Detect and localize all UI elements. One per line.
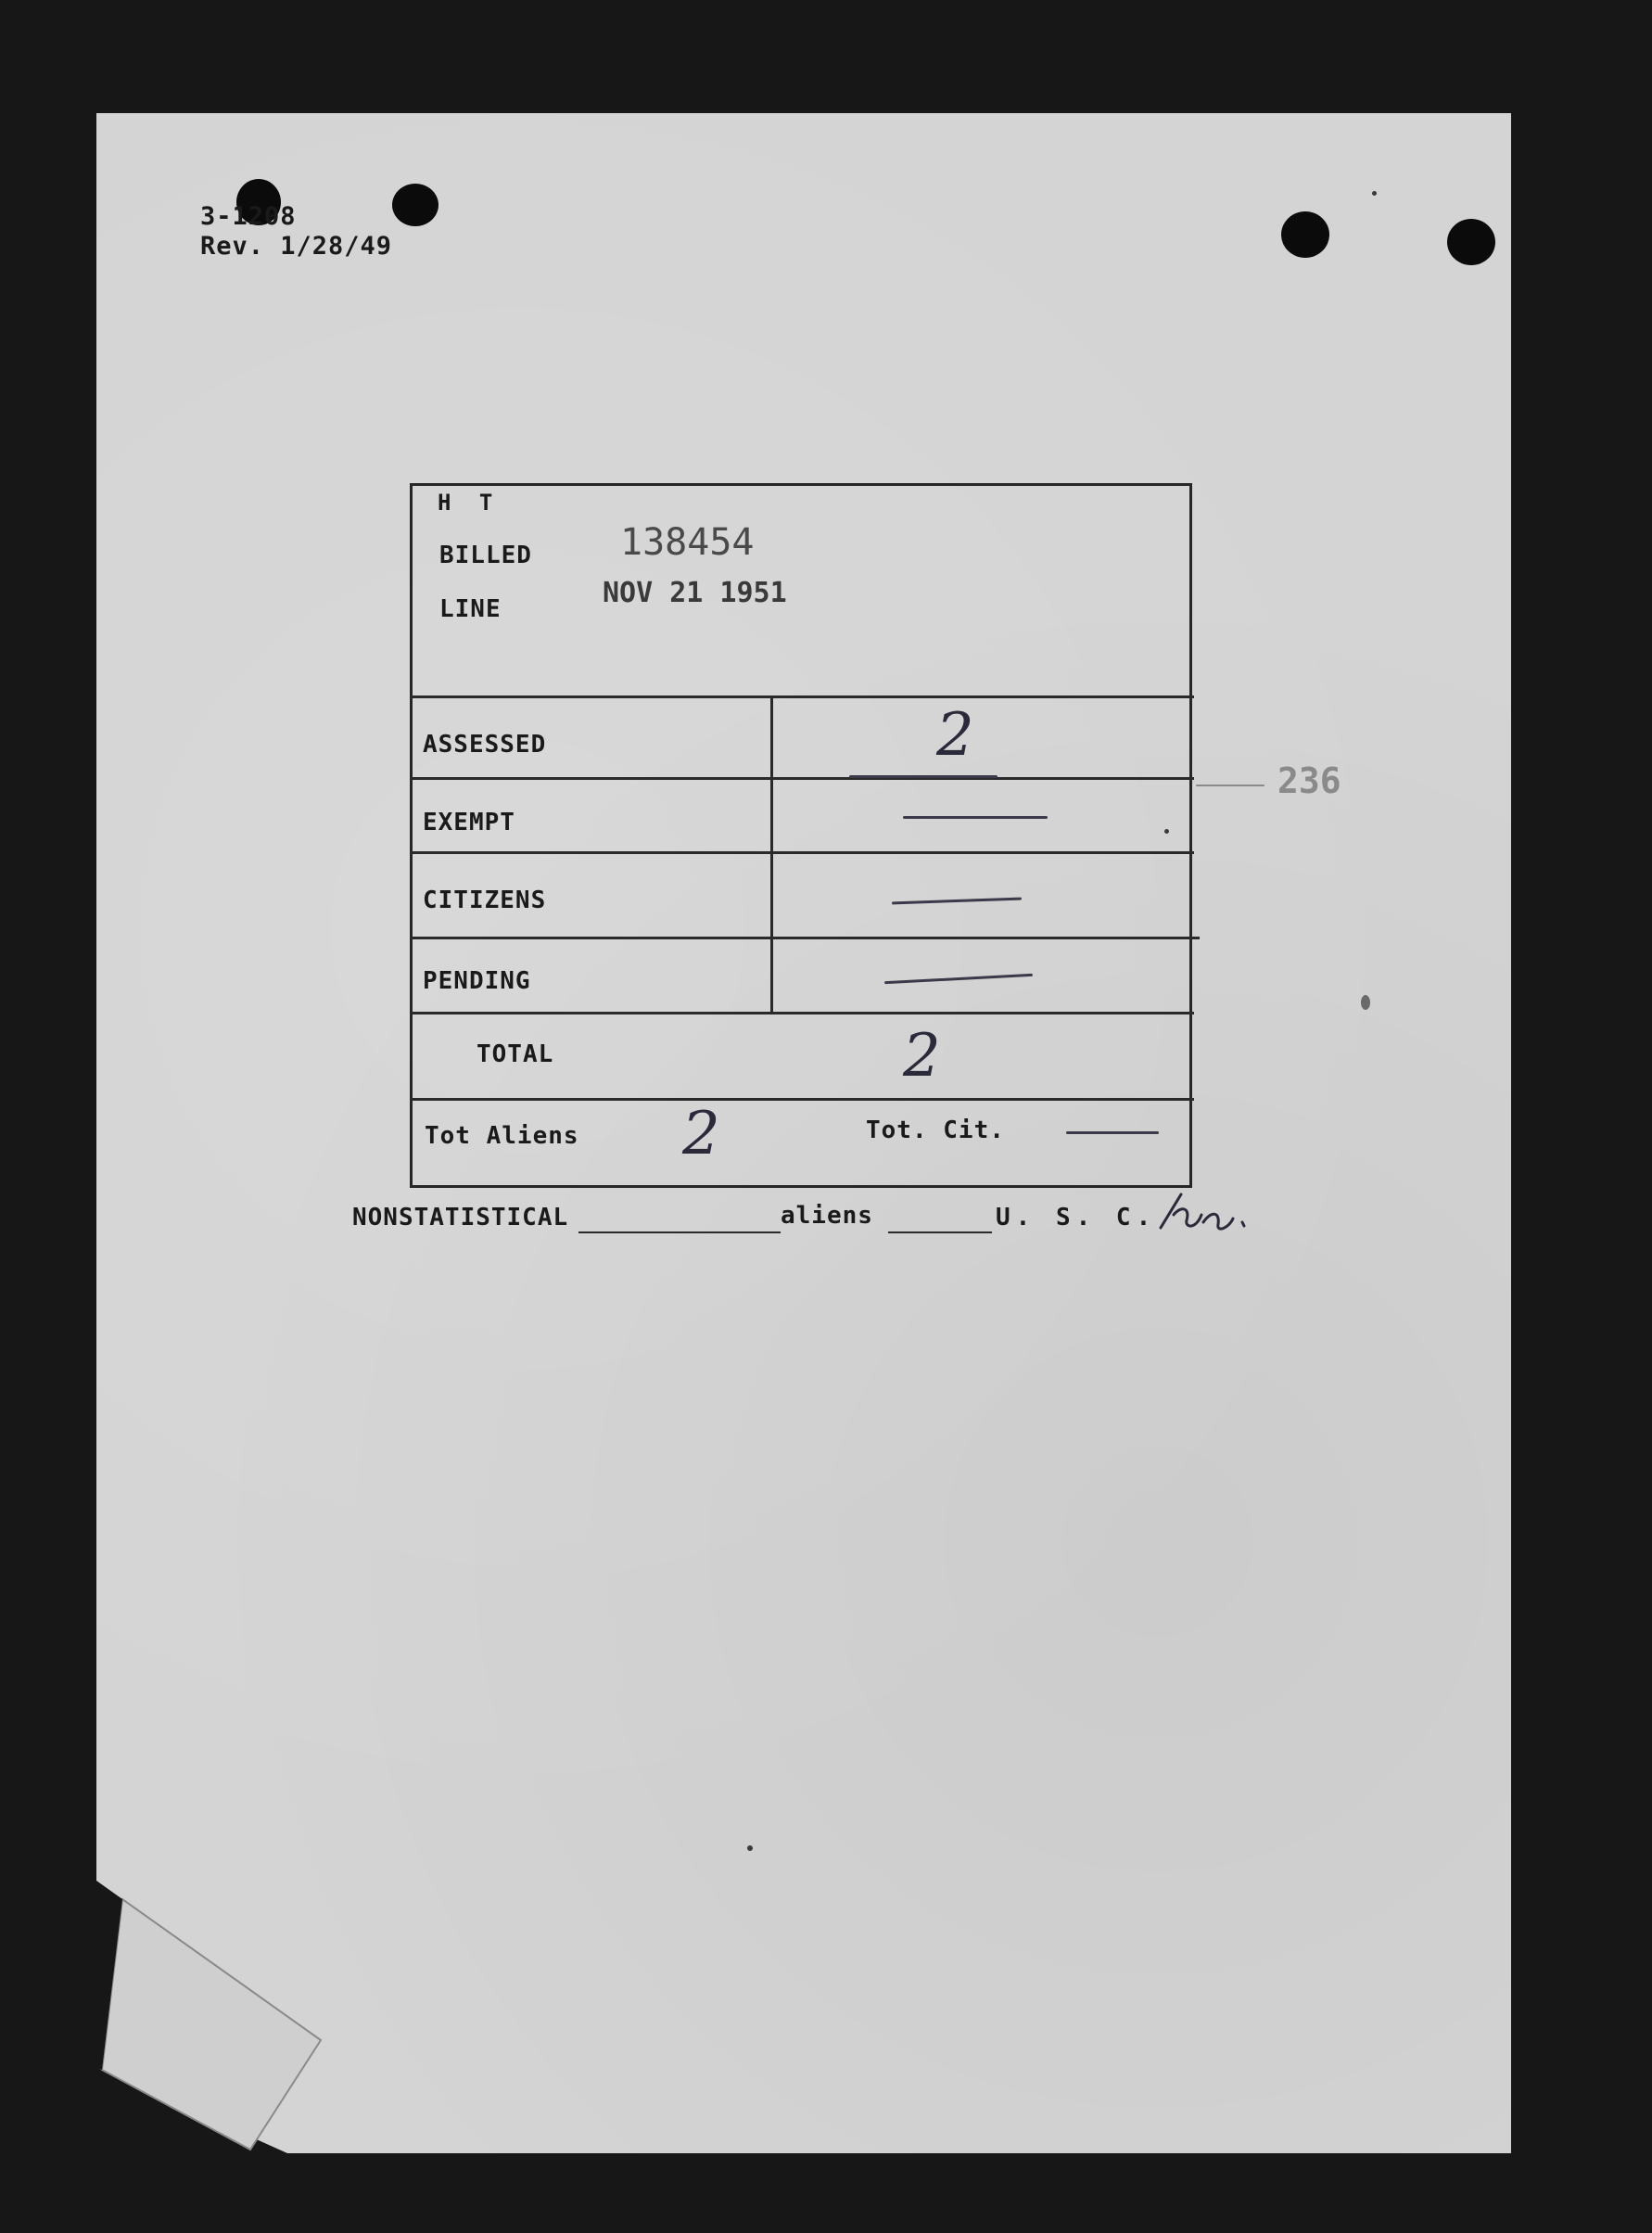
assessed-value: 2: [936, 701, 974, 770]
citizens-label: CITIZENS: [423, 887, 547, 914]
pending-label: PENDING: [423, 967, 531, 995]
tot-aliens-label: Tot Aliens: [425, 1122, 579, 1150]
column-divider: [770, 695, 773, 1013]
nonstatistical-label: NONSTATISTICAL: [352, 1204, 569, 1231]
total-label: TOTAL: [477, 1040, 554, 1068]
usc-label: U. S. C.: [996, 1204, 1157, 1231]
divider: [410, 937, 1200, 939]
divider: [410, 695, 1194, 698]
billed-number: 138454: [620, 521, 755, 564]
tally-form-box: [410, 483, 1192, 1188]
billed-label: BILLED: [439, 542, 532, 569]
paper-speck: [1372, 191, 1377, 196]
paper-speck: [747, 1845, 753, 1851]
aliens-blank: [888, 1231, 992, 1233]
margin-leader: [1196, 785, 1264, 786]
divider: [410, 1012, 1194, 1014]
ht-label: H T: [438, 490, 501, 516]
exempt-dash: [903, 816, 1048, 819]
assessed-underline: [849, 775, 998, 778]
divider: [410, 851, 1194, 854]
paper-speck: [1361, 995, 1370, 1010]
aliens-label: aliens: [781, 1202, 873, 1230]
tot-cit-dash: [1066, 1131, 1159, 1134]
margin-number: 236: [1277, 760, 1341, 801]
date-stamp: NOV 21 1951: [603, 577, 787, 609]
exempt-label: EXEMPT: [423, 809, 515, 836]
punch-hole: [392, 184, 438, 226]
punch-hole: [1447, 219, 1495, 265]
nonstatistical-blank: [578, 1231, 781, 1233]
tot-cit-label: Tot. Cit.: [866, 1116, 1005, 1144]
tot-aliens-value: 2: [682, 1100, 720, 1168]
paper-speck: [1164, 829, 1169, 834]
handwritten-initials: [1153, 1187, 1283, 1243]
line-label: LINE: [439, 595, 502, 623]
divider: [410, 1098, 1194, 1101]
punch-hole: [1281, 211, 1329, 258]
total-value: 2: [903, 1022, 941, 1091]
revision-date: Rev. 1/28/49: [200, 232, 393, 261]
form-number: 3-1208: [200, 202, 297, 231]
divider: [410, 777, 1194, 780]
assessed-label: ASSESSED: [423, 731, 547, 759]
